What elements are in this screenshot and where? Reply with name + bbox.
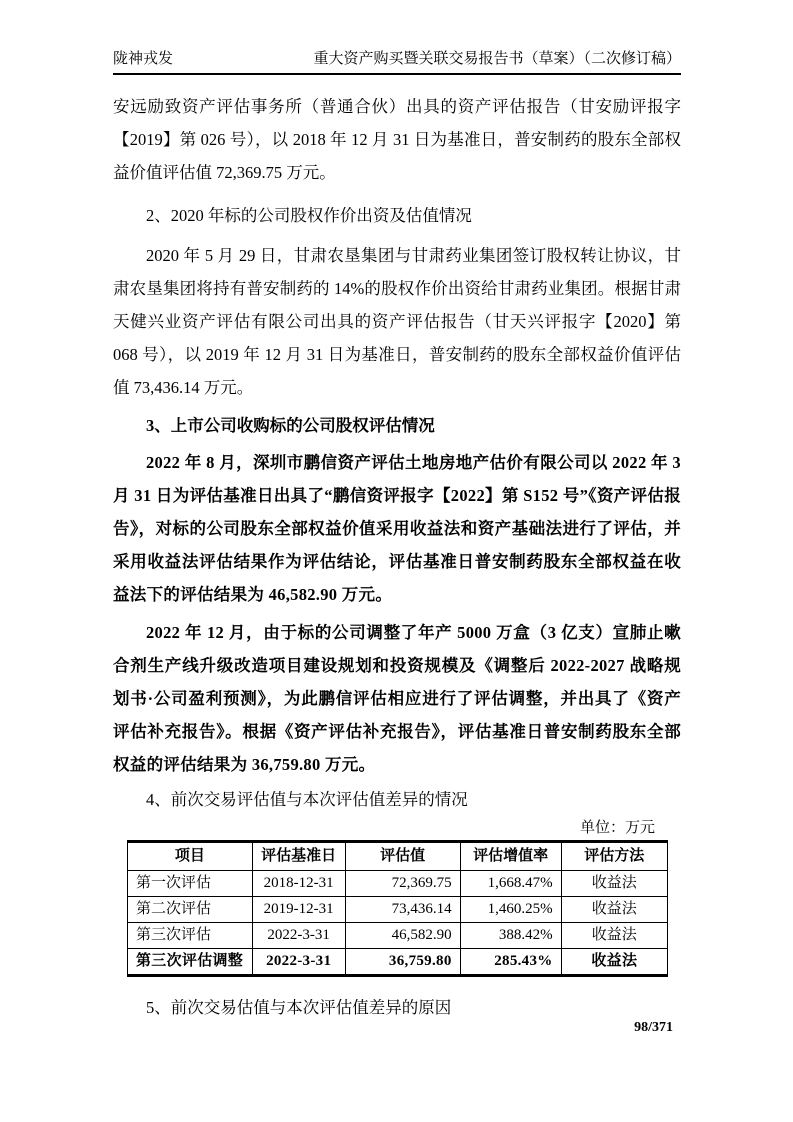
cell-value: 73,436.14	[345, 897, 460, 923]
cell-value: 46,582.90	[345, 923, 460, 949]
section-heading-2: 2、2020 年标的公司股权作价出资及估值情况	[146, 206, 472, 225]
paragraph-continuation: 安远励致资产评估事务所（普通合伙）出具的资产评估报告（甘安励评报字【2019】第 026 号），以 2018 年 12 月 31 日为基准日，普安制药的股东全部权益价值评估值 72,369.75 万元。	[113, 97, 681, 182]
column-header-method: 评估方法	[561, 842, 667, 871]
cell-item: 第三次评估调整	[128, 949, 253, 976]
paragraph-2022-dec-adjustment: 2022 年 12 月，由于标的公司调整了年产 5000 万盒（3 亿支）宣肺止嗽合剂生产线升级改造项目建设规划和投资规模及《调整后 2022-2027 战略规划书·公司盈利预测》，为此鹏信评估相应进行了评估调整，并出具了《资产评估补充报告》。根据《资产评估补充报告》，评估基准日普安制药股东全部权益的评估结果为 36,759.80 万元。	[113, 623, 681, 774]
cell-date: 2022-3-31	[252, 949, 345, 976]
section-heading-3: 3、上市公司收购标的公司股权评估情况	[146, 416, 435, 435]
table-header-row	[128, 842, 668, 871]
company-short-name: 陇神戎发	[113, 51, 174, 67]
report-title: 重大资产购买暨关联交易报告书（草案）（二次修订稿）	[313, 51, 681, 67]
section-heading-4: 4、前次交易评估值与本次评估值差异的情况	[146, 790, 468, 809]
column-header-date: 评估基准日	[252, 842, 345, 871]
cell-item: 第三次评估	[128, 923, 253, 949]
cell-date: 2022-3-31	[252, 923, 345, 949]
cell-method: 收益法	[561, 923, 667, 949]
cell-item: 第二次评估	[128, 897, 253, 923]
cell-rate: 1,668.47%	[460, 871, 561, 897]
cell-method: 收益法	[561, 949, 667, 976]
cell-value: 36,759.80	[345, 949, 460, 976]
cell-method: 收益法	[561, 871, 667, 897]
cell-rate: 388.42%	[460, 923, 561, 949]
cell-item: 第一次评估	[128, 871, 253, 897]
cell-method: 收益法	[561, 897, 667, 923]
document-body	[113, 90, 681, 1024]
column-header-item: 项目	[128, 842, 253, 871]
cell-rate: 1,460.25%	[460, 897, 561, 923]
table-row-adjusted	[128, 949, 668, 976]
paragraph-2022-aug-valuation: 2022 年 8 月，深圳市鹏信资产评估土地房地产估价有限公司以 2022 年 3 月 31 日为评估基准日出具了“鹏信资评报字【2022】第 S152 号”《资产评估报告》，对标的公司股东全部权益价值采用收益法和资产基础法进行了评估，并采用收益法评估结果作为评估结论，评估基准日普安制药股东全部权益在收益法下的评估结果为 46,582.90 万元。	[113, 453, 681, 604]
table-row	[128, 897, 668, 923]
paragraph-2020-valuation: 2020 年 5 月 29 日，甘肃农垦集团与甘肃药业集团签订股权转让协议，甘肃农垦集团将持有普安制药的 14%的股权作价出资给甘肃药业集团。根据甘肃天健兴业资产评估有限公司出具的资产评估报告（甘天兴评报字【2020】第 068 号），以 2019 年 12 月 31 日为基准日，普安制药的股东全部权益价值评估值 73,436.14 万元。	[113, 246, 681, 397]
valuation-comparison-table	[127, 840, 668, 977]
cell-date: 2019-12-31	[252, 897, 345, 923]
column-header-rate: 评估增值率	[460, 842, 561, 871]
cell-date: 2018-12-31	[252, 871, 345, 897]
column-header-value: 评估值	[345, 842, 460, 871]
cell-rate: 285.43%	[460, 949, 561, 976]
page-number: 98/371	[634, 1020, 673, 1035]
section-heading-5: 5、前次交易估值与本次评估值差异的原因	[146, 998, 452, 1017]
page-header	[113, 50, 681, 75]
cell-value: 72,369.75	[345, 871, 460, 897]
table-row	[128, 871, 668, 897]
table-unit-label: 单位：万元	[579, 820, 655, 836]
table-row	[128, 923, 668, 949]
